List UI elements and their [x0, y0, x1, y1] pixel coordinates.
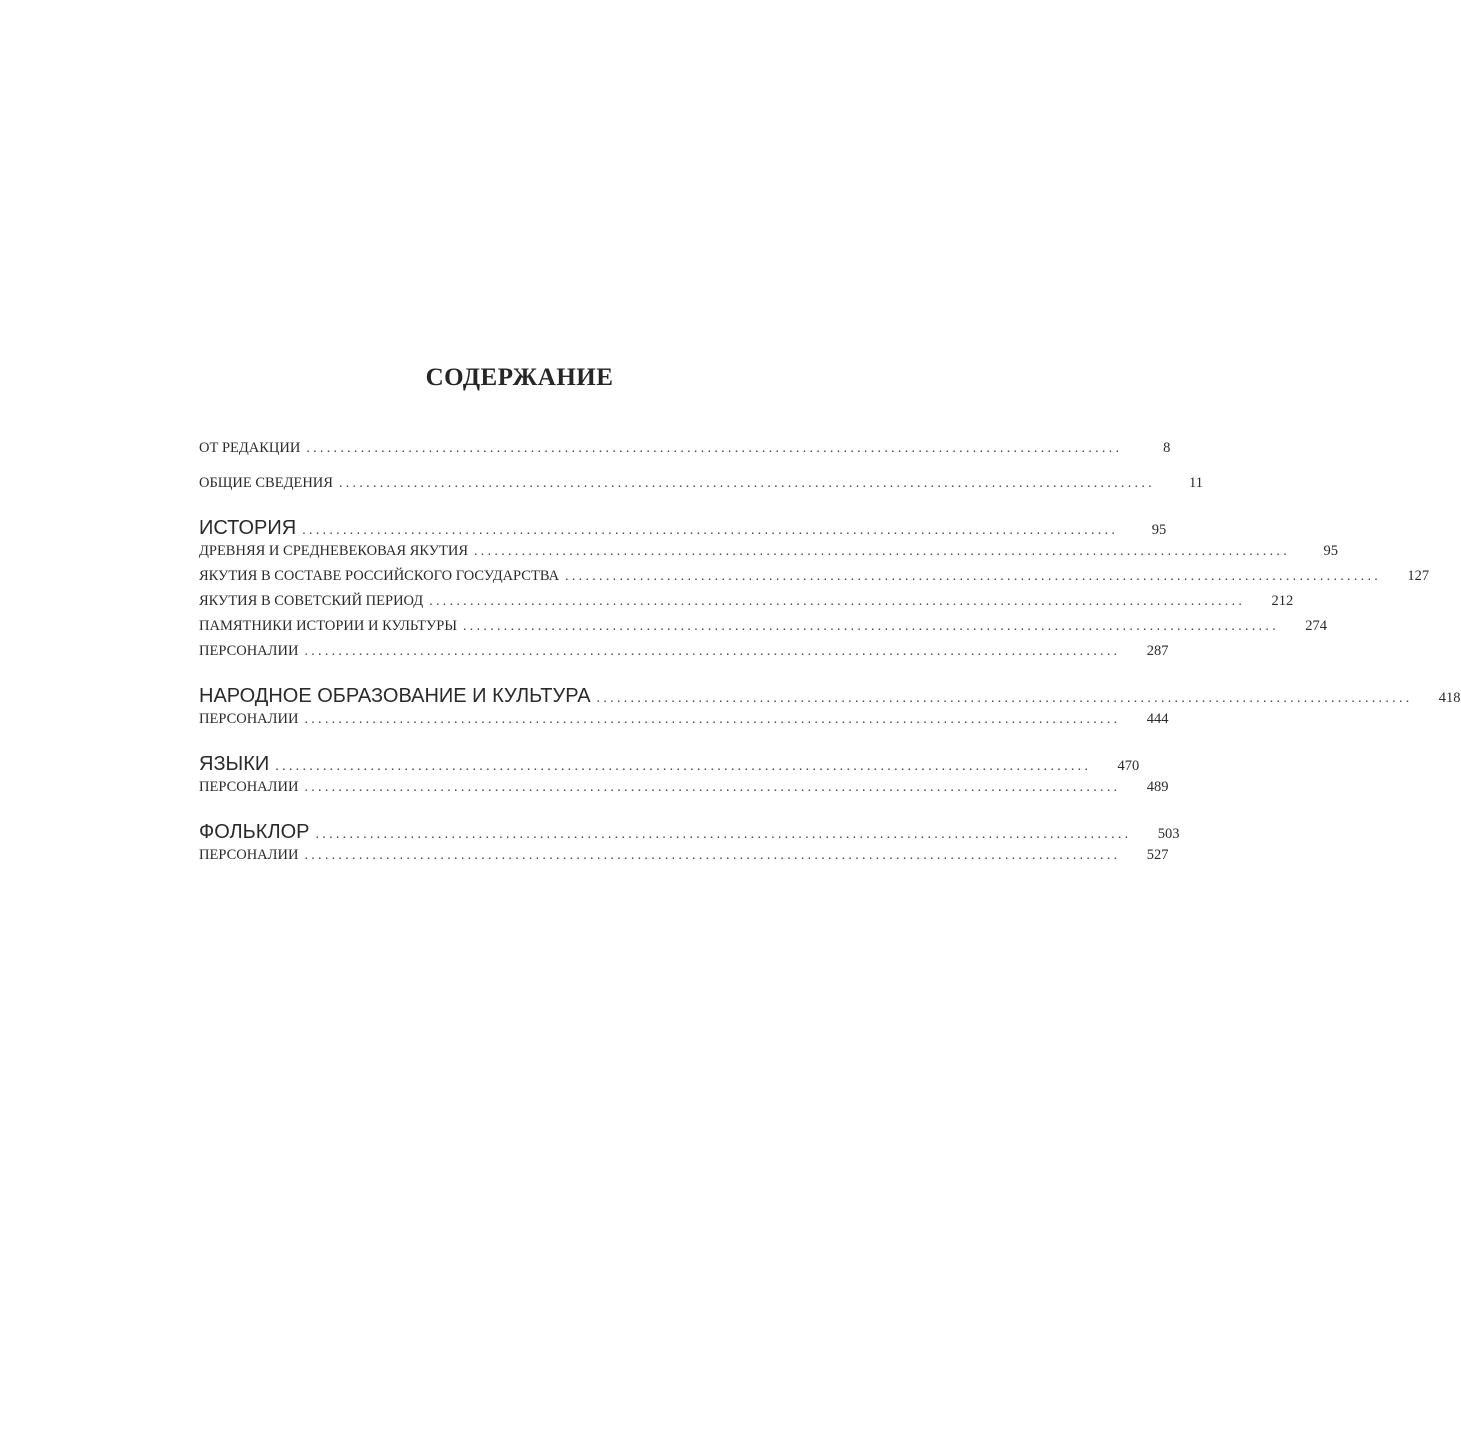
toc-page-number: 95: [1151, 522, 1167, 538]
toc-entry-label: ДРЕВНЯЯ И СРЕДНЕВЕКОВАЯ ЯКУТИЯ: [199, 543, 468, 559]
dot-leader: ........................................................................................................................: [315, 827, 1132, 842]
toc-page-number: 418: [1438, 690, 1461, 706]
toc-entry-label: ПЕРСОНАЛИИ: [199, 643, 299, 659]
toc-entry[interactable]: [199, 440, 1171, 465]
toc-page-number: 470: [1117, 758, 1140, 774]
toc-entry-label: ЯКУТИЯ В СОВЕТСКИЙ ПЕРИОД: [199, 593, 424, 609]
toc-entry-label: ПАМЯТНИКИ ИСТОРИИ И КУЛЬТУРЫ: [199, 618, 457, 634]
dot-leader: ........................................................................................................................: [304, 644, 1121, 659]
toc-entry-label: ОТ РЕДАКЦИИ: [199, 440, 301, 456]
toc-entry[interactable]: [199, 847, 1169, 872]
toc-section-label: ФОЛЬКЛОР: [199, 821, 310, 843]
dot-leader: ........................................................................................................................: [275, 759, 1092, 774]
toc-page-number: 95: [1323, 543, 1338, 559]
toc-page-number: 274: [1305, 618, 1327, 634]
page-title: СОДЕРЖАНИЕ: [425, 364, 614, 391]
dot-leader: ........................................................................................................................: [463, 619, 1279, 634]
toc-entry[interactable]: [199, 568, 1430, 593]
toc-page-number: 11: [1188, 475, 1203, 491]
toc-section[interactable]: [199, 821, 1180, 847]
toc-entry-label: ПЕРСОНАЛИИ: [199, 779, 299, 795]
toc-entry-label: ЯКУТИЯ В СОСТАВЕ РОССИЙСКОГО ГОСУДАРСТВА: [199, 568, 560, 584]
toc-entry[interactable]: [199, 593, 1294, 618]
toc-entry[interactable]: [199, 475, 1203, 500]
toc-entry[interactable]: [199, 643, 1169, 668]
toc-entry[interactable]: [199, 711, 1169, 736]
dot-leader: ........................................................................................................................: [304, 780, 1121, 795]
toc-page-number: 212: [1271, 593, 1294, 609]
toc-page-number: 8: [1163, 440, 1171, 456]
dot-leader: ........................................................................................................................: [304, 848, 1121, 863]
toc-page-number: 287: [1146, 643, 1169, 659]
toc-entry[interactable]: [199, 779, 1169, 804]
dot-leader: ........................................................................................................................: [338, 476, 1155, 491]
dot-leader: ........................................................................................................................: [429, 594, 1246, 609]
dot-leader: ........................................................................................................................: [596, 691, 1413, 706]
toc-section[interactable]: [199, 685, 1461, 711]
dot-leader: ........................................................................................................................: [565, 569, 1382, 584]
toc-entry-label: ОБЩИЕ СВЕДЕНИЯ: [199, 475, 333, 491]
toc-entry-label: ПЕРСОНАЛИИ: [199, 711, 299, 727]
toc-page-number: 444: [1146, 711, 1169, 727]
toc-section[interactable]: [199, 517, 1167, 543]
dot-leader: ........................................................................................................................: [302, 523, 1119, 538]
dot-leader: ........................................................................................................................: [304, 712, 1121, 727]
toc-section-label: ЯЗЫКИ: [199, 753, 270, 775]
table-of-contents: [199, 440, 1461, 872]
toc-page-number: 527: [1146, 847, 1169, 863]
toc-entry[interactable]: [199, 618, 1327, 643]
dot-leader: ........................................................................................................................: [474, 544, 1290, 559]
dot-leader: ........................................................................................................................: [306, 441, 1123, 456]
toc-section-label: НАРОДНОЕ ОБРАЗОВАНИЕ И КУЛЬТУРА: [199, 685, 591, 707]
toc-section[interactable]: [199, 753, 1140, 779]
toc-entry-label: ПЕРСОНАЛИИ: [199, 847, 299, 863]
toc-entry[interactable]: [199, 543, 1338, 568]
toc-section-label: ИСТОРИЯ: [199, 517, 297, 539]
toc-page-number: 503: [1157, 826, 1180, 842]
toc-page-number: 489: [1146, 779, 1169, 795]
toc-page-number: 127: [1407, 568, 1430, 584]
